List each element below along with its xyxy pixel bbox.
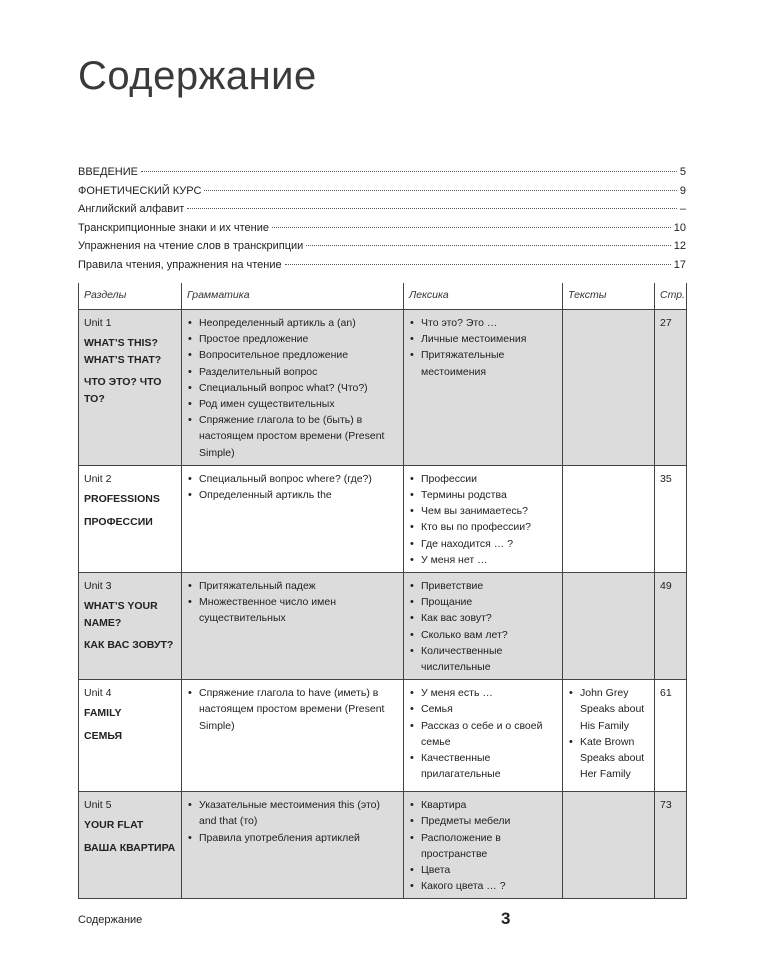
- toc-entry-label: Упражнения на чтение слов в транскрипции: [78, 240, 304, 252]
- grammar-item: • Простое предложение: [187, 331, 398, 347]
- grammar-item: • Вопросительное предложение: [187, 347, 398, 363]
- toc-leader-dots: [306, 245, 670, 246]
- vocabulary-item: • Что это? Это …: [409, 315, 557, 331]
- cell-grammar: [182, 573, 404, 680]
- grammar-item: • Специальный вопрос where? (где?): [187, 471, 398, 487]
- cell-grammar: [182, 792, 404, 899]
- grammar-item: • Спряжение глагола to have (иметь) в настоящем простом времени (Present Simple): [187, 685, 398, 734]
- toc-entry[interactable]: [78, 185, 686, 204]
- vocabulary-item: • Семья: [409, 701, 557, 717]
- footer-section-name: Содержание: [78, 914, 143, 926]
- unit-title-ru: ЧТО ЭТО? ЧТО ТО?: [84, 376, 162, 405]
- unit-number: Unit 5: [84, 799, 112, 812]
- cell-grammar: [182, 680, 404, 792]
- grammar-item: • Указательные местоимения this (это) and that (то): [187, 797, 398, 829]
- cell-page: 27: [655, 310, 687, 466]
- header-texts: Тексты: [563, 283, 655, 310]
- cell-vocabulary: [404, 792, 563, 899]
- grammar-item: • Правила употребления артиклей: [187, 830, 398, 846]
- unit-number: Unit 2: [84, 472, 112, 485]
- toc-entry-page: –: [679, 203, 686, 215]
- unit-number: Unit 3: [84, 580, 112, 593]
- grammar-item: • Разделительный вопрос: [187, 364, 398, 380]
- cell-section: [79, 465, 182, 572]
- text-item: • Kate Brown Speaks about Her Family: [568, 734, 649, 783]
- cell-vocabulary: [404, 310, 563, 466]
- vocabulary-item: • Квартира: [409, 797, 557, 813]
- cell-texts: [563, 680, 655, 792]
- vocabulary-item: • Притяжательные местоимения: [409, 347, 557, 379]
- header-vocabulary: Лексика: [404, 283, 563, 310]
- toc-entry[interactable]: [78, 222, 686, 241]
- toc-entry-label: ФОНЕТИЧЕСКИЙ КУРС: [78, 184, 202, 197]
- table-header-row: [79, 283, 687, 310]
- toc-leader-dots: [141, 171, 677, 172]
- cell-grammar: [182, 310, 404, 466]
- unit-title-en: FAMILY: [84, 707, 122, 720]
- vocabulary-item: • Личные местоимения: [409, 331, 557, 347]
- unit-title-ru: КАК ВАС ЗОВУТ?: [84, 639, 174, 652]
- toc-entry-page: 9: [679, 184, 686, 197]
- cell-section: [79, 573, 182, 680]
- toc-leader-dots: [272, 227, 671, 228]
- vocabulary-item: • Рассказ о себе и о своей семье: [409, 718, 557, 750]
- toc-entry[interactable]: [78, 240, 686, 259]
- header-grammar: Грамматика: [182, 283, 404, 310]
- unit-number: Unit 4: [84, 687, 112, 700]
- contents-table: [78, 283, 687, 899]
- cell-vocabulary: [404, 573, 563, 680]
- vocabulary-item: • Качественные прилагательные: [409, 750, 557, 782]
- vocabulary-item: • Количественные числительные: [409, 643, 557, 675]
- cell-vocabulary: [404, 680, 563, 792]
- vocabulary-item: • Профессии: [409, 471, 557, 487]
- vocabulary-item: • Приветствие: [409, 578, 557, 594]
- unit-title-en: WHAT’S YOUR NAME?: [84, 600, 158, 629]
- vocabulary-item: • Какого цвета … ?: [409, 878, 557, 894]
- toc-entry-label: Транскрипционные знаки и их чтение: [78, 221, 269, 234]
- grammar-item: • Род имен существительных: [187, 396, 398, 412]
- table-row[interactable]: [79, 573, 687, 680]
- vocabulary-item: • У меня нет …: [409, 552, 557, 568]
- grammar-item: • Множественное число имен существительных: [187, 594, 398, 626]
- toc-entry-label: ВВЕДЕНИЕ: [78, 166, 138, 178]
- unit-title-ru: СЕМЬЯ: [84, 729, 123, 742]
- toc-list: [78, 166, 686, 277]
- grammar-item: • Неопределенный артикль a (an): [187, 315, 398, 331]
- page-number: 3: [501, 909, 511, 928]
- toc-entry-page: 5: [679, 166, 686, 178]
- cell-section: [79, 310, 182, 466]
- vocabulary-item: • У меня есть …: [409, 685, 557, 701]
- unit-title-en: YOUR FLAT: [84, 819, 144, 832]
- table-row[interactable]: [79, 465, 687, 572]
- unit-title-ru: ВАША КВАРТИРА: [84, 841, 176, 854]
- toc-leader-dots: [285, 264, 671, 265]
- cell-texts: [563, 310, 655, 466]
- cell-page: 73: [655, 792, 687, 899]
- vocabulary-item: • Чем вы занимаетесь?: [409, 503, 557, 519]
- cell-vocabulary: [404, 465, 563, 572]
- toc-entry-label: Правила чтения, упражнения на чтение: [78, 258, 282, 271]
- grammar-item: • Определенный артикль the: [187, 487, 398, 503]
- vocabulary-item: • Сколько вам лет?: [409, 627, 557, 643]
- unit-number: Unit 1: [84, 317, 112, 329]
- vocabulary-item: • Кто вы по профессии?: [409, 519, 557, 535]
- cell-section: [79, 792, 182, 899]
- vocabulary-item: • Термины родства: [409, 487, 557, 503]
- unit-title-en: PROFESSIONS: [84, 493, 160, 506]
- toc-entry-label: Английский алфавит: [78, 203, 185, 215]
- header-sections: Разделы: [79, 283, 182, 310]
- header-page: Стр.: [655, 283, 687, 310]
- grammar-item: • Притяжательный падеж: [187, 578, 398, 594]
- toc-entry-page: 12: [673, 240, 686, 252]
- vocabulary-item: • Где находится … ?: [409, 536, 557, 552]
- vocabulary-item: • Цвета: [409, 862, 557, 878]
- toc-entry[interactable]: [78, 203, 686, 222]
- toc-entry-page: 17: [673, 258, 686, 271]
- toc-entry-page: 10: [673, 221, 686, 234]
- toc-leader-dots: [187, 208, 677, 209]
- page-title: Содержание: [78, 54, 317, 98]
- cell-texts: [563, 792, 655, 899]
- table-row[interactable]: [79, 310, 687, 466]
- vocabulary-item: • Как вас зовут?: [409, 610, 557, 626]
- cell-page: 35: [655, 465, 687, 572]
- vocabulary-item: • Расположение в пространстве: [409, 830, 557, 862]
- grammar-item: • Специальный вопрос what? (Что?): [187, 380, 398, 396]
- vocabulary-item: • Предметы мебели: [409, 813, 557, 829]
- cell-page: 61: [655, 680, 687, 792]
- cell-grammar: [182, 465, 404, 572]
- toc-entry[interactable]: [78, 166, 686, 185]
- cell-page: 49: [655, 573, 687, 680]
- grammar-item: • Спряжение глагола to be (быть) в настоящем простом времени (Present Simple): [187, 412, 398, 461]
- unit-title-ru: ПРОФЕССИИ: [84, 515, 153, 528]
- unit-title-en: WHAT’S THIS? WHAT’S THAT?: [84, 337, 162, 366]
- toc-leader-dots: [204, 190, 676, 191]
- cell-texts: [563, 465, 655, 572]
- table-row[interactable]: [79, 680, 687, 792]
- cell-texts: [563, 573, 655, 680]
- vocabulary-item: • Прощание: [409, 594, 557, 610]
- text-item: • John Grey Speaks about His Family: [568, 685, 649, 734]
- table-row[interactable]: [79, 792, 687, 899]
- cell-section: [79, 680, 182, 792]
- toc-entry[interactable]: [78, 259, 686, 278]
